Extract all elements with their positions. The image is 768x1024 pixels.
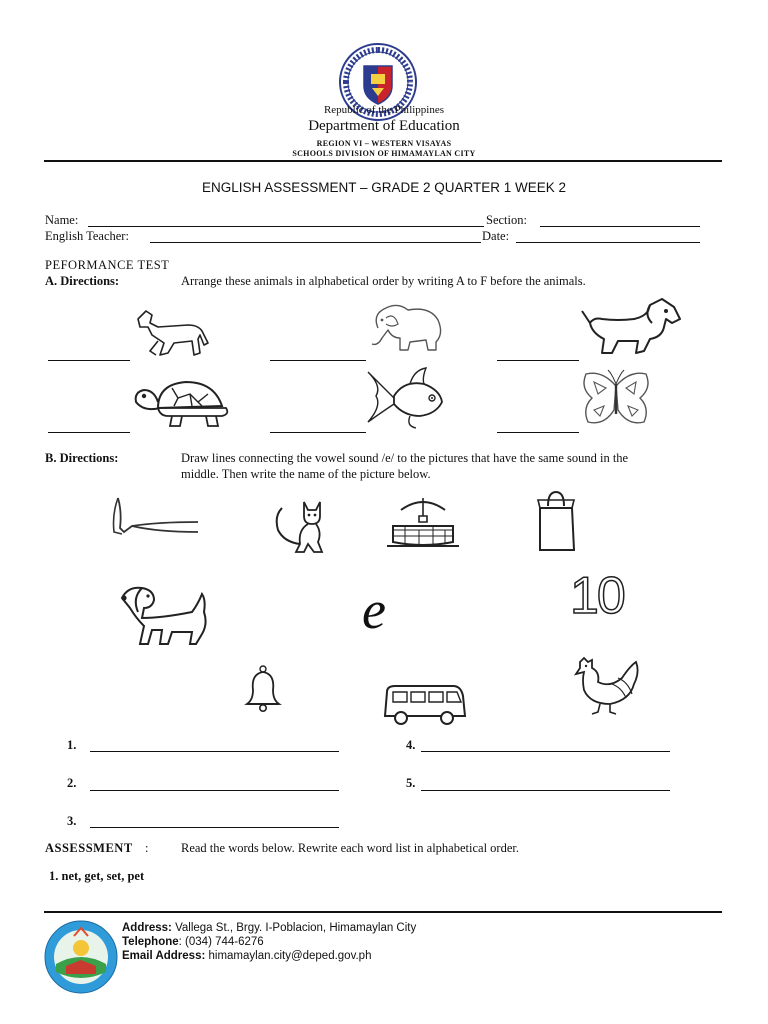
hen-icon (570, 654, 642, 716)
well-icon (385, 490, 461, 552)
horse-icon (128, 305, 212, 361)
dog-icon (578, 293, 686, 361)
turtle-answer-blank[interactable] (48, 432, 130, 433)
assessment-title: ENGLISH ASSESSMENT – GRADE 2 QUARTER 1 WEEK 2 (201, 180, 567, 195)
email-value[interactable]: himamaylan.city@deped.gov.ph (208, 950, 372, 962)
telephone-label: Telephone (122, 936, 179, 948)
answer-number-3: 3. (67, 814, 77, 828)
department-name: Department of Education (308, 118, 460, 134)
elephant-answer-blank[interactable] (270, 360, 366, 361)
footer-divider (44, 911, 722, 913)
answer-line-5[interactable] (421, 790, 670, 791)
email-label: Email Address: (122, 950, 206, 962)
b-directions-line2: middle. Then write the name of the picture below. (181, 467, 431, 481)
address-value: Vallega St., Brgy. I-Poblacion, Himamaylan City (175, 922, 417, 934)
van-icon (381, 682, 467, 728)
answer-number-4: 4. (406, 738, 416, 752)
division-name: SCHOOLS DIVISION OF HIMAMAYLAN CITY (292, 149, 476, 158)
header-divider (44, 160, 722, 162)
cat-icon (270, 496, 330, 556)
b-directions-label: B. Directions: (45, 451, 119, 465)
answer-number-1: 1. (67, 738, 77, 752)
bag-icon (534, 490, 578, 554)
division-seal-icon (44, 920, 118, 994)
region-name: REGION VI – WESTERN VISAYAS (316, 139, 452, 148)
date-field[interactable] (516, 242, 700, 243)
fish-answer-blank[interactable] (270, 432, 366, 433)
butterfly-icon (578, 368, 654, 430)
answer-line-1[interactable] (90, 751, 339, 752)
teacher-label: English Teacher: (45, 229, 129, 243)
turtle-icon (128, 372, 236, 432)
telephone-value: : (034) 744-6276 (178, 936, 264, 948)
answer-line-2[interactable] (90, 790, 339, 791)
fish-icon (364, 362, 448, 430)
date-label: Date: (482, 229, 510, 243)
name-label: Name: (45, 213, 79, 227)
assessment-item-1: 1. net, get, set, pet (49, 869, 145, 883)
answer-line-3[interactable] (90, 827, 339, 828)
section-label: Section: (486, 213, 527, 227)
a-directions-label: A. Directions: (45, 274, 120, 288)
dog2-icon (112, 578, 212, 648)
answer-number-2: 2. (67, 776, 77, 790)
assessment-colon: : (145, 841, 149, 855)
teacher-field[interactable] (150, 242, 481, 243)
leg-icon (108, 492, 204, 540)
horse-answer-blank[interactable] (48, 360, 130, 361)
assessment-label: ASSESSMENT (45, 841, 133, 855)
b-directions-line1: Draw lines connecting the vowel sound /e/ to the pictures that have the same sound in the (181, 451, 629, 465)
ten-icon: 10 (570, 567, 624, 625)
performance-heading: PEFORMANCE TEST (45, 258, 170, 272)
bell-icon (243, 664, 283, 714)
a-directions-text: Arrange these animals in alphabetical order by writing A to F before the animals. (181, 274, 586, 288)
elephant-icon (364, 298, 448, 354)
address-label: Address: (122, 922, 172, 934)
dog-answer-blank[interactable] (497, 360, 579, 361)
vowel-e: e (362, 580, 386, 640)
answer-number-5: 5. (406, 776, 416, 790)
answer-line-4[interactable] (421, 751, 670, 752)
assessment-text: Read the words below. Rewrite each word list in alphabetical order. (181, 841, 519, 855)
butterfly-answer-blank[interactable] (497, 432, 579, 433)
country-name: Republic of the Philippines (323, 104, 445, 116)
section-field[interactable] (540, 226, 700, 227)
name-field[interactable] (88, 226, 484, 227)
